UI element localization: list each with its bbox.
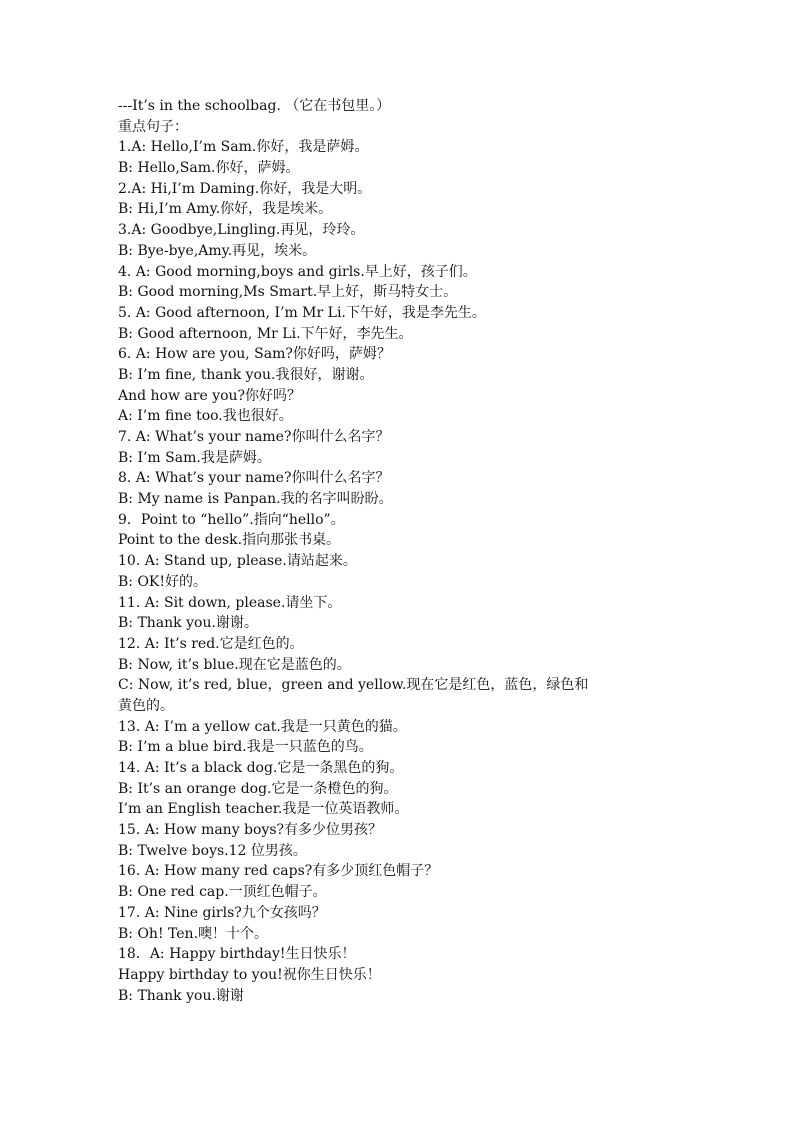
text-line: Happy birthday to you!祝你生日快乐！ [118, 966, 381, 983]
text-line: I’m an English teacher.我是一位英语教师。 [118, 801, 409, 818]
sentence-list [118, 96, 678, 1006]
text-line: B: Thank you.谢谢 [118, 987, 244, 1004]
text-line: B: Hello,Sam.你好，萨姆。 [118, 160, 300, 177]
text-line: B: I’m a blue bird.我是一只蓝色的鸟。 [118, 739, 373, 756]
text-line: And how are you?你好吗？ [118, 387, 302, 404]
text-line: 18．A: Happy birthday!生日快乐！ [118, 946, 356, 963]
text-line: B: OK!好的。 [118, 573, 208, 590]
text-line: 2.A: Hi,I’m Daming.你好，我是大明。 [118, 180, 372, 197]
text-line: A: I’m fine too.我也很好。 [118, 408, 293, 425]
section-heading: 重点句子： [118, 118, 188, 135]
text-line: B: Good afternoon, Mr Li.下午好，李先生。 [118, 325, 413, 342]
text-line: 7. A: What’s your name?你叫什么名字？ [118, 429, 390, 445]
text-line: B: I’m Sam.我是萨姆。 [118, 449, 271, 466]
text-line: 17. A: Nine girls?九个女孩吗？ [118, 904, 326, 921]
text-line: ---It’s in the schoolbag. （它在书包里。） [118, 98, 391, 114]
text-line: B: Twelve boys.12 位男孩。 [118, 842, 307, 859]
text-line: Point to the desk.指向那张书桌。 [118, 532, 341, 549]
text-line: 15. A: How many boys?有多少位男孩？ [118, 822, 383, 839]
text-line: 4. A: Good morning,boys and girls.早上好，孩子们。 [118, 263, 477, 280]
text-line: C: Now, it’s red, blue，green and yellow.现在它是红色，蓝色，绿色和 [118, 677, 589, 694]
text-line: B: Oh! Ten.噢！十个。 [118, 925, 269, 942]
text-line: 10. A: Stand up, please.请站起来。 [118, 553, 357, 570]
text-line: B: Good morning,Ms Smart.早上好，斯马特女士。 [118, 284, 458, 301]
text-line: B: My name is Panpan.我的名字叫盼盼。 [118, 491, 393, 508]
text-line: B: I’m fine, thank you.我很好，谢谢。 [118, 366, 374, 383]
text-line: 11. A: Sit down, please.请坐下。 [118, 594, 342, 611]
text-line: B: One red cap.一顶红色帽子。 [118, 884, 327, 901]
text-line: B: Now, it’s blue.现在它是蓝色的。 [118, 656, 351, 673]
text-line: 6. A: How are you, Sam?你好吗，萨姆？ [118, 346, 391, 363]
text-line: B: Hi,I’m Amy.你好，我是埃米。 [118, 201, 333, 218]
text-line: 8. A: What’s your name?你叫什么名字？ [118, 470, 390, 487]
text-line: 5. A: Good afternoon, I’m Mr Li.下午好，我是李先生。 [118, 304, 486, 321]
text-line: 14. A: It’s a black dog.它是一条黑色的狗。 [118, 760, 404, 776]
text-line: 3.A: Goodbye,Lingling.再见，玲玲。 [118, 222, 365, 239]
text-line: 黄色的。 [118, 697, 174, 714]
text-line: B: Thank you.谢谢。 [118, 615, 258, 632]
text-line: B: Bye-bye,Amy.再见，埃米。 [118, 242, 317, 259]
text-line: 13. A: I’m a yellow cat.我是一只黄色的猫。 [118, 718, 407, 735]
text-line: 12. A: It’s red.它是红色的。 [118, 635, 304, 652]
text-line: 16. A: How many red caps?有多少顶红色帽子？ [118, 863, 439, 880]
text-line: 9．Point to “hello”.指向“hello”。 [118, 511, 345, 528]
text-line: B: It’s an orange dog.它是一条橙色的狗。 [118, 780, 398, 797]
text-line: 1.A: Hello,I’m Sam.你好，我是萨姆。 [118, 139, 369, 156]
